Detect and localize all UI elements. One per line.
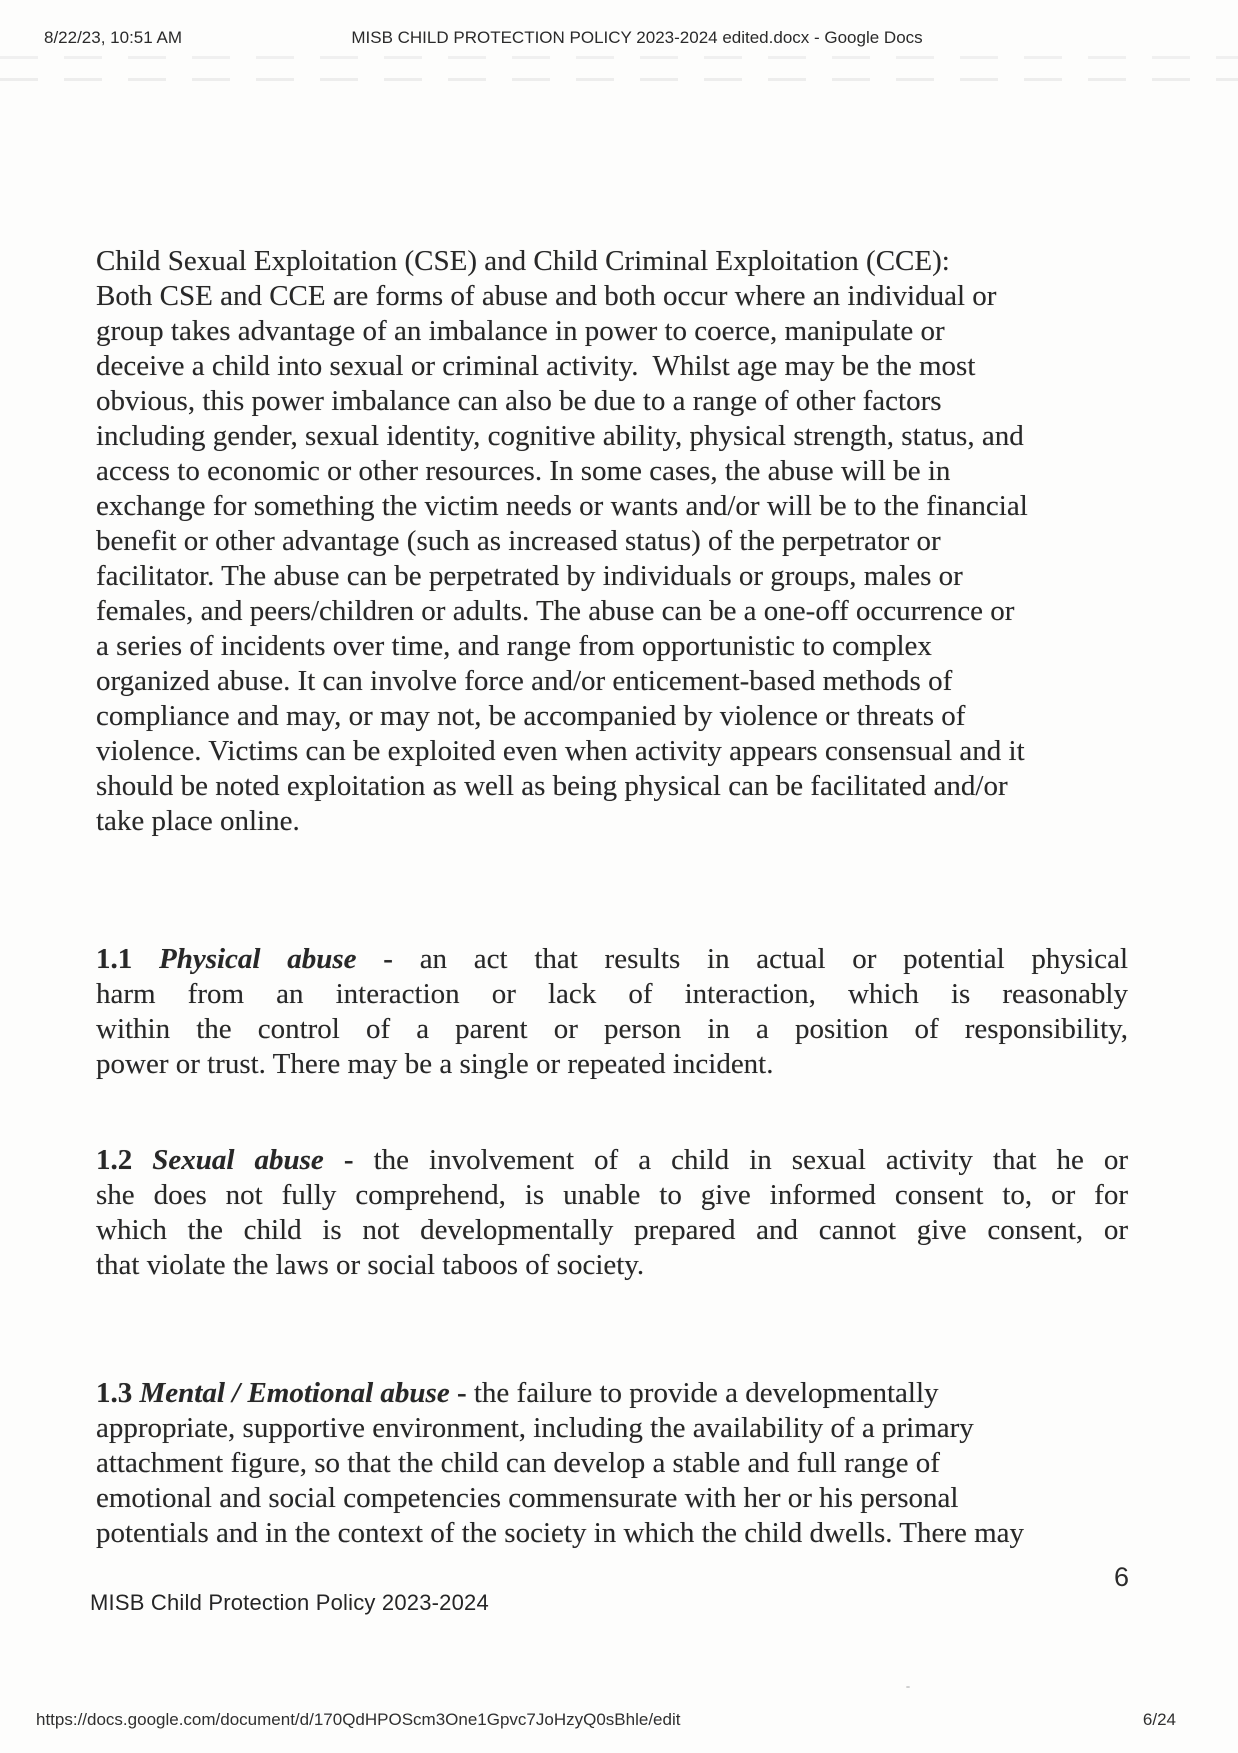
text-line: exchange for something the victim needs or wants and/or will be to the financial <box>96 490 1028 522</box>
scan-artifact-band <box>0 56 1238 59</box>
text-line: harm from an interaction or lack of interaction, which is reasonably <box>96 978 1128 1010</box>
text-line: power or trust. There may be a single or repeated incident. <box>96 1048 774 1080</box>
text-line: that violate the laws or social taboos of society. <box>96 1249 645 1281</box>
scan-artifact-band <box>0 78 1238 81</box>
intro-paragraph <box>96 244 1128 839</box>
section-number: 1.3 <box>96 1377 133 1409</box>
text-line: which the child is not developmentally prepared and cannot give consent, or <box>96 1214 1128 1246</box>
section-dash: - <box>343 1144 354 1176</box>
text-line: emotional and social competencies commensurate with her or his personal <box>96 1482 959 1514</box>
section-heading-line <box>96 1143 1128 1178</box>
section-1-2-sexual-abuse <box>96 1143 1128 1283</box>
scan-speck <box>906 1686 910 1688</box>
text-line: within the control of a parent or person in a position of responsibility, <box>96 1013 1128 1045</box>
text-line: take place online. <box>96 805 300 837</box>
text-line: violence. Victims can be exploited even when activity appears consensual and it <box>96 735 1025 767</box>
text-line: a series of incidents over time, and range from opportunistic to complex <box>96 630 932 662</box>
section-heading-line <box>96 942 1128 977</box>
text-line: Child Sexual Exploitation (CSE) and Child Criminal Exploitation (CCE): <box>96 245 950 277</box>
section-first-line-text: an act that results in actual or potential physical <box>419 943 1129 975</box>
section-1-1-physical-abuse <box>96 942 1128 1082</box>
section-1-3-mental-emotional-abuse <box>96 1376 1128 1551</box>
section-heading-line <box>96 1376 1128 1411</box>
text-line: obvious, this power imbalance can also be due to a range of other factors <box>96 385 942 417</box>
text-line: including gender, sexual identity, cognitive ability, physical strength, status, and <box>96 420 1024 452</box>
text-line: access to economic or other resources. In some cases, the abuse will be in <box>96 455 951 487</box>
text-line: Both CSE and CCE are forms of abuse and both occur where an individual or <box>96 280 997 312</box>
print-url: https://docs.google.com/document/d/170QdHPOScm3One1Gpvc7JoHzyQ0sBhle/edit <box>36 1710 681 1729</box>
text-line: she does not fully comprehend, is unable to give informed consent to, or for <box>96 1179 1128 1211</box>
text-line: organized abuse. It can involve force and/or enticement-based methods of <box>96 665 953 697</box>
section-number: 1.1 <box>96 943 133 975</box>
text-line: benefit or other advantage (such as increased status) of the perpetrator or <box>96 525 941 557</box>
section-first-line-text: the failure to provide a developmentally <box>473 1377 939 1409</box>
page-number: 6 <box>1114 1562 1130 1592</box>
section-title: Mental / Emotional abuse <box>139 1377 450 1409</box>
section-number: 1.2 <box>96 1144 133 1176</box>
section-dash: - <box>456 1377 467 1409</box>
section-title: Physical abuse <box>159 943 357 975</box>
print-page-indicator: 6/24 <box>1142 1710 1176 1729</box>
text-line: group takes advantage of an imbalance in power to coerce, manipulate or <box>96 315 945 347</box>
print-footer <box>0 1710 1238 1732</box>
section-body <box>96 1411 1128 1551</box>
section-body <box>96 1178 1128 1283</box>
document-body <box>96 244 1128 1551</box>
section-dash: - <box>383 943 393 975</box>
text-line: potentials and in the context of the society in which the child dwells. There may <box>96 1517 1025 1549</box>
section-body <box>96 977 1128 1082</box>
print-timestamp: 8/22/23, 10:51 AM <box>44 28 182 47</box>
text-line: should be noted exploitation as well as being physical can be facilitated and/or <box>96 770 1008 802</box>
text-line: compliance and may, or may not, be accompanied by violence or threats of <box>96 700 966 732</box>
section-title: Sexual abuse <box>152 1144 324 1176</box>
text-line: appropriate, supportive environment, including the availability of a primary <box>96 1412 974 1444</box>
text-line: attachment figure, so that the child can develop a stable and full range of <box>96 1447 940 1479</box>
text-line: females, and peers/children or adults. The abuse can be a one-off occurrence or <box>96 595 1015 627</box>
text-line: deceive a child into sexual or criminal activity. Whilst age may be the most <box>96 350 976 382</box>
print-doc-title: MISB CHILD PROTECTION POLICY 2023-2024 edited.docx - Google Docs <box>351 28 923 47</box>
print-header <box>0 28 1238 50</box>
text-line: facilitator. The abuse can be perpetrated by individuals or groups, males or <box>96 560 963 592</box>
section-first-line-text: the involvement of a child in sexual activity that he or <box>373 1144 1129 1176</box>
document-footer-title: MISB Child Protection Policy 2023-2024 <box>90 1590 489 1615</box>
